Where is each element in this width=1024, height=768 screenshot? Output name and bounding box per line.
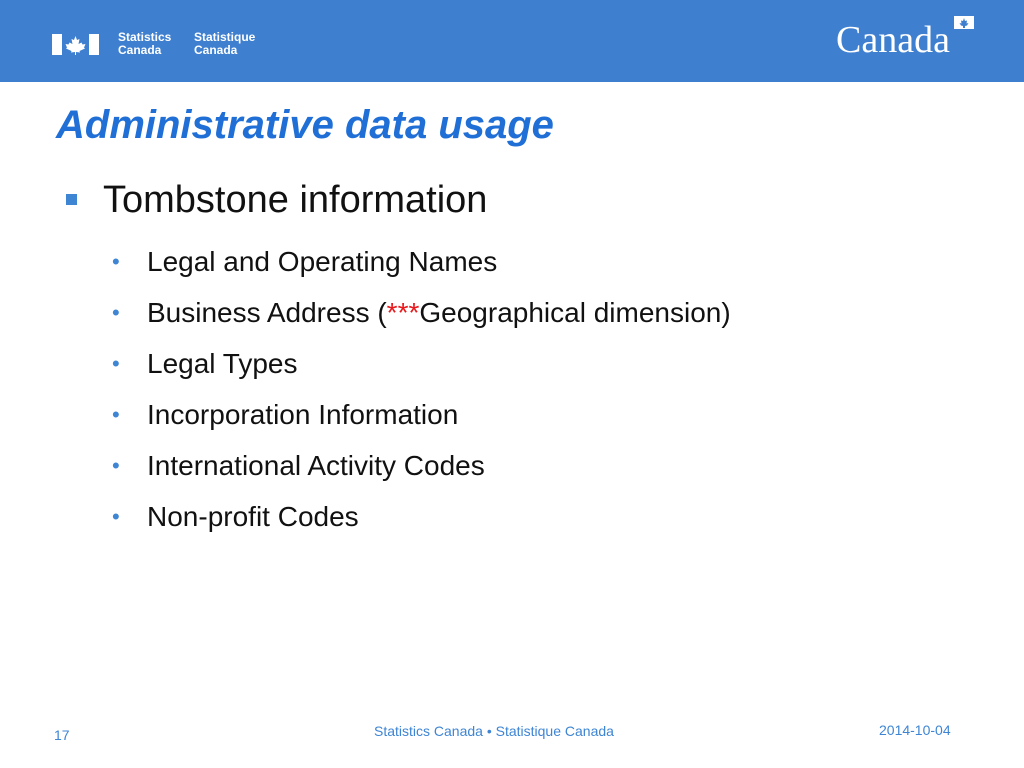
round-bullet-icon: • xyxy=(112,504,120,529)
list-item-text: International Activity Codes xyxy=(147,450,485,481)
agency-fr-line1: Statistique xyxy=(194,30,256,44)
slide-title: Administrative data usage xyxy=(56,103,554,147)
list-item-suffix: Geographical dimension) xyxy=(419,297,731,328)
main-point-text: Tombstone information xyxy=(103,179,488,221)
agency-fr-line2: Canada xyxy=(194,43,238,57)
list-item-text: Incorporation Information xyxy=(147,399,459,430)
round-bullet-icon: • xyxy=(112,402,120,427)
list-item-text xyxy=(147,291,731,335)
list-item-text: Non-profit Codes xyxy=(147,501,359,532)
canada-wordmark-logo xyxy=(834,14,976,62)
list-item-text: Legal Types xyxy=(147,348,298,379)
header-bar xyxy=(0,0,1024,82)
list-item-text: Legal and Operating Names xyxy=(147,246,498,277)
round-bullet-icon: • xyxy=(112,453,120,478)
footer-agency-text: Statistics Canada • Statistique Canada xyxy=(374,723,614,739)
list-item-prefix: Business Address ( xyxy=(147,297,387,328)
round-bullet-icon: • xyxy=(112,351,120,376)
agency-name-english xyxy=(118,31,171,57)
square-bullet-icon xyxy=(66,194,77,205)
wordmark-text: Canada xyxy=(836,19,950,61)
round-bullet-icon: • xyxy=(112,300,120,325)
emphasis-marker: *** xyxy=(386,297,420,328)
agency-en-line2: Canada xyxy=(118,43,162,57)
canada-flag-icon xyxy=(52,34,99,55)
agency-name-french xyxy=(194,31,255,57)
round-bullet-icon: • xyxy=(112,249,120,274)
page-number: 17 xyxy=(54,727,70,743)
footer-date: 2014-10-04 xyxy=(879,722,951,738)
agency-en-line1: Statistics xyxy=(118,30,172,44)
